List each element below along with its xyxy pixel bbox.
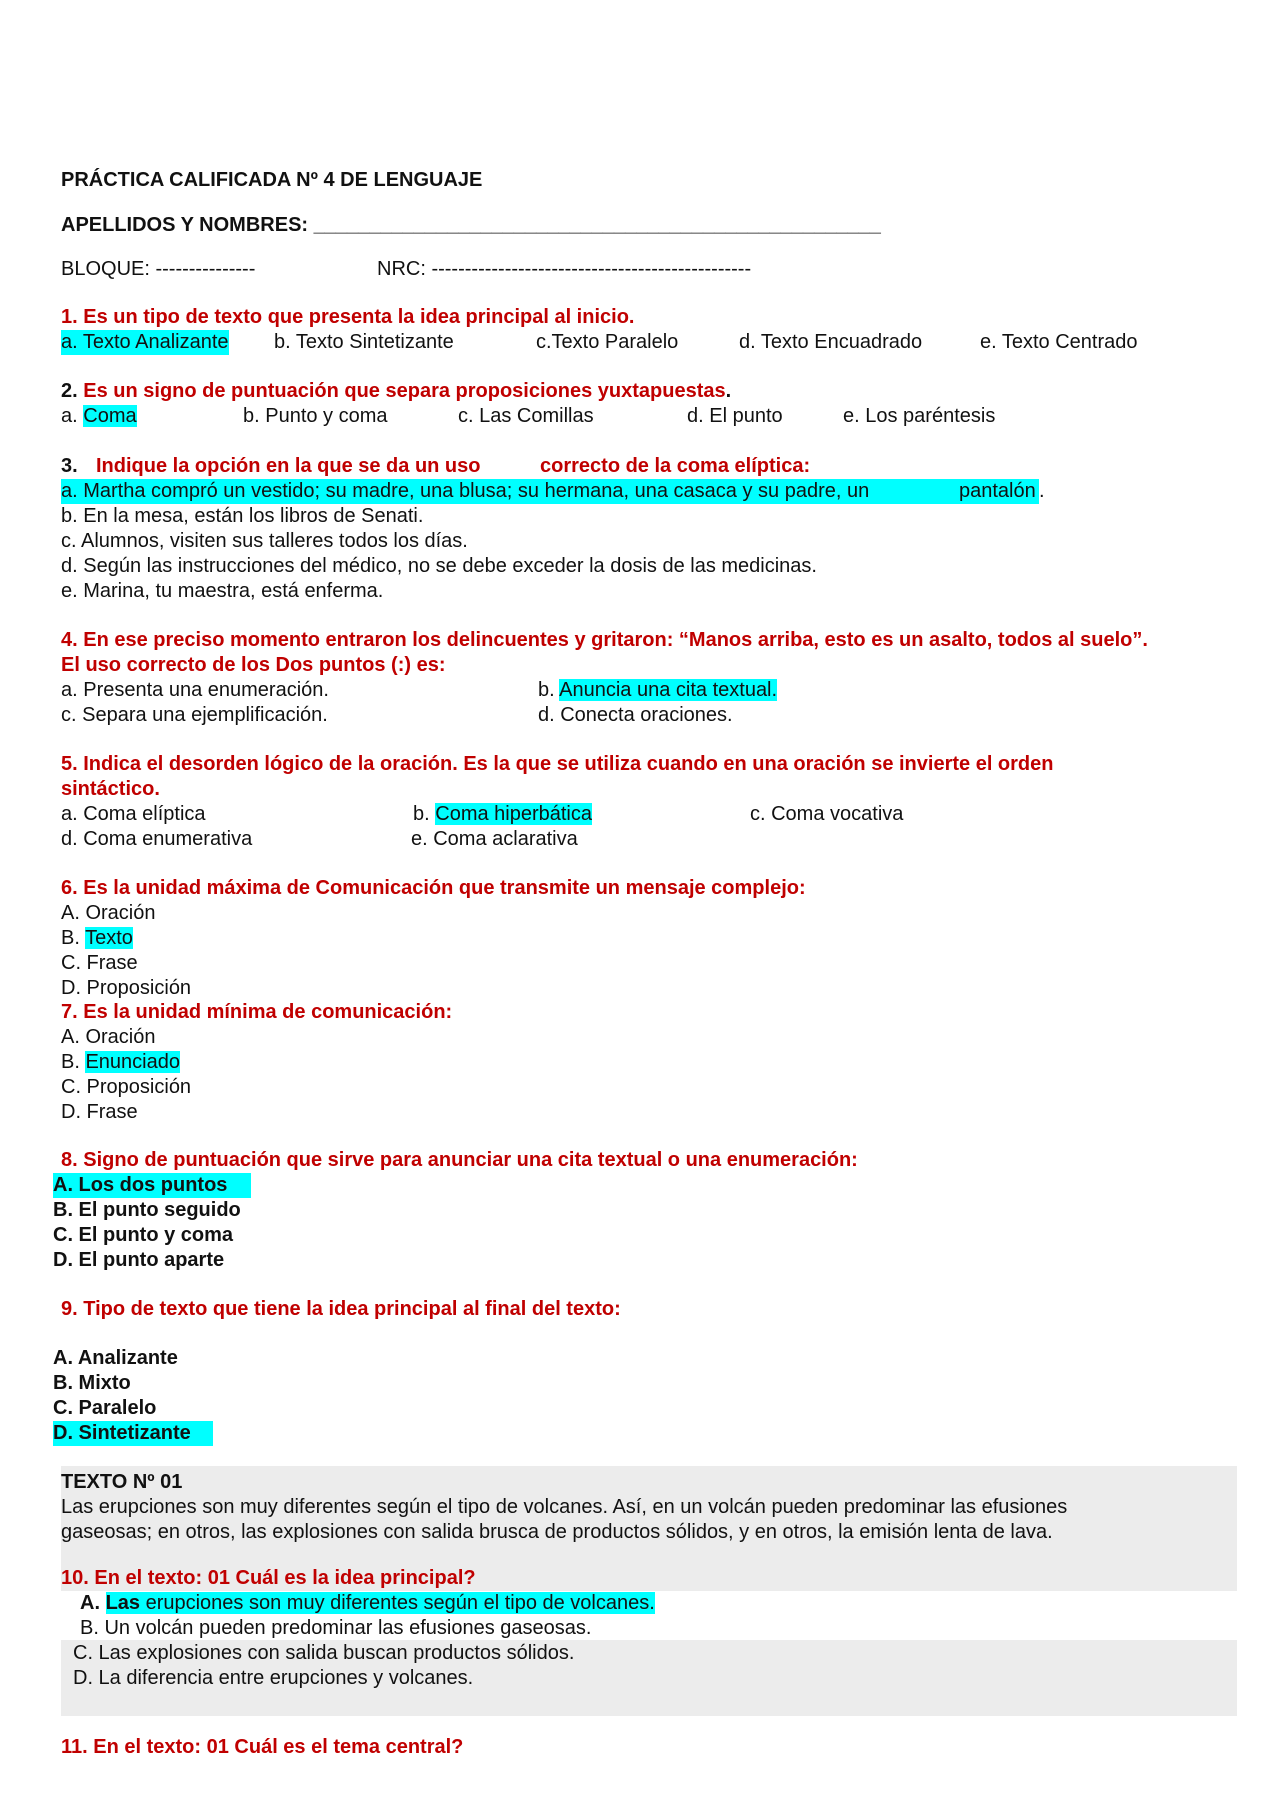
page-title: PRÁCTICA CALIFICADA Nº 4 DE LENGUAJE <box>61 169 483 191</box>
q4-option-d: d. Conecta oraciones. <box>538 704 733 726</box>
q2-option-d: d. El punto <box>687 405 783 427</box>
q3-option-d: d. Según las instrucciones del médico, no se debe exceder la dosis de las medicinas. <box>61 555 817 577</box>
q10-option-a <box>80 1591 655 1616</box>
block-field: BLOQUE: --------------- <box>61 258 256 280</box>
q9-option-c: C. Paralelo <box>53 1397 157 1419</box>
q2-option-c: c. Las Comillas <box>458 405 594 427</box>
q2-text: Es un signo de puntuación que separa proposiciones yuxtapuestas <box>83 380 726 402</box>
text-title: TEXTO Nº 01 <box>61 1471 183 1493</box>
text-line-2: gaseosas; en otros, las explosiones con salida brusca de productos sólidos, y en otros, la emisión lenta de lava. <box>61 1521 1053 1543</box>
q6-option-b-prefix: B. <box>61 927 86 949</box>
q2-option-a-prefix: a. <box>61 405 84 427</box>
q2-option-b: b. Punto y coma <box>243 405 388 427</box>
q3-option-a-part2: pantalón <box>959 480 1036 502</box>
q5-option-b <box>413 802 592 827</box>
q5-option-b-answer: Coma hiperbática <box>435 803 592 825</box>
q1-option-d: d. Texto Encuadrado <box>739 331 923 353</box>
text-line-1: Las erupciones son muy diferentes según el tipo de volcanes. Así, en un volcán pueden predominar las efusiones <box>61 1496 1068 1518</box>
question-10: 10. En el texto: 01 Cuál es la idea principal? <box>61 1567 476 1589</box>
nrc-field: NRC: ------------------------------------------------ <box>377 258 752 280</box>
q10-option-d: D. La diferencia entre erupciones y volcanes. <box>73 1667 474 1689</box>
question-9: 9. Tipo de texto que tiene la idea principal al final del texto: <box>61 1298 621 1320</box>
q7-option-d: D. Frase <box>61 1101 138 1123</box>
q5-question-line2: sintáctico. <box>61 778 160 800</box>
q4-option-b <box>538 678 777 703</box>
q7-option-c: C. Proposición <box>61 1076 192 1098</box>
q8-option-b: B. El punto seguido <box>53 1199 241 1221</box>
q10-option-a-label: A. <box>80 1592 106 1614</box>
q6-option-b <box>61 926 133 951</box>
question-11: 11. En el texto: 01 Cuál es el tema central? <box>61 1736 464 1758</box>
q3-option-a-end: . <box>1039 480 1045 502</box>
q9-option-b: B. Mixto <box>53 1372 131 1394</box>
names-label-text: APELLIDOS Y NOMBRES: <box>61 214 314 236</box>
q4-question-line1: 4. En ese preciso momento entraron los delincuentes y gritaron: “Manos arriba, esto es un asalto, todos al suelo”. <box>61 629 1148 651</box>
q5-option-b-prefix: b. <box>413 803 436 825</box>
names-label <box>61 213 881 238</box>
q3-option-b: b. En la mesa, están los libros de Senati. <box>61 505 424 527</box>
q5-option-d: d. Coma enumerativa <box>61 828 253 850</box>
q3-question-part2: correcto de la coma elíptica: <box>540 455 811 477</box>
q1-option-a: a. Texto Analizante <box>61 331 229 353</box>
q7-option-b-prefix: B. <box>61 1051 86 1073</box>
q3-option-c: c. Alumnos, visiten sus talleres todos los días. <box>61 530 468 552</box>
q9-option-d: D. Sintetizante <box>53 1421 213 1446</box>
q9-option-a: A. Analizante <box>53 1347 178 1369</box>
q2-option-a-answer: Coma <box>83 405 137 427</box>
q10-option-c: C. Las explosiones con salida buscan productos sólidos. <box>73 1642 575 1664</box>
q3-option-e: e. Marina, tu maestra, está enferma. <box>61 580 384 602</box>
question-6: 6. Es la unidad máxima de Comunicación que transmite un mensaje complejo: <box>61 877 806 899</box>
q4-option-b-answer: Anuncia una cita textual. <box>559 679 778 701</box>
q5-question-line1: 5. Indica el desorden lógico de la oración. Es la que se utiliza cuando en una oración se invierte el orden <box>61 753 1054 775</box>
q4-question-line2: El uso correcto de los Dos puntos (:) es: <box>61 654 446 676</box>
q3-number: 3. <box>61 455 78 477</box>
q1-option-b: b. Texto Sintetizante <box>274 331 454 353</box>
q2-option-e: e. Los paréntesis <box>843 405 996 427</box>
q10-option-a-bold: Las <box>105 1592 141 1614</box>
q10-option-a-answer <box>106 1592 655 1614</box>
q8-option-a: A. Los dos puntos <box>53 1173 251 1198</box>
q2-number: 2. <box>61 380 84 402</box>
q5-option-c: c. Coma vocativa <box>750 803 904 825</box>
q6-option-d: D. Proposición <box>61 977 192 999</box>
question-8: 8. Signo de puntuación que sirve para anunciar una cita textual o una enumeración: <box>61 1149 858 1171</box>
q2-option-a <box>61 404 137 429</box>
q7-option-b-answer: Enunciado <box>85 1051 180 1073</box>
question-2 <box>61 379 731 404</box>
q10-option-b: B. Un volcán pueden predominar las efusiones gaseosas. <box>80 1617 592 1639</box>
q4-option-a: a. Presenta una enumeración. <box>61 679 329 701</box>
q7-option-a: A. Oración <box>61 1026 156 1048</box>
question-7: 7. Es la unidad mínima de comunicación: <box>61 1001 453 1023</box>
q3-question-part1: Indique la opción en la que se da un uso <box>96 455 481 477</box>
q4-option-b-prefix: b. <box>538 679 560 701</box>
q7-option-b <box>61 1050 180 1075</box>
names-line: ___________________________________________________ <box>313 214 881 236</box>
q2-period: . <box>725 380 732 402</box>
q6-option-b-answer: Texto <box>85 927 133 949</box>
q6-option-c: C. Frase <box>61 952 138 974</box>
question-1: 1. Es un tipo de texto que presenta la idea principal al inicio. <box>61 306 635 328</box>
q4-option-c: c. Separa una ejemplificación. <box>61 704 328 726</box>
q3-option-a-part1: a. Martha compró un vestido; su madre, una blusa; su hermana, una casaca y su padre, un <box>61 480 870 502</box>
q8-option-d: D. El punto aparte <box>53 1249 225 1271</box>
q1-option-e: e. Texto Centrado <box>980 331 1138 353</box>
q8-option-c: C. El punto y coma <box>53 1224 234 1246</box>
q6-option-a: A. Oración <box>61 902 156 924</box>
q5-option-e: e. Coma aclarativa <box>411 828 578 850</box>
q10-option-a-rest: erupciones son muy diferentes según el tipo de volcanes. <box>140 1592 655 1614</box>
q1-option-c: c.Texto Paralelo <box>536 331 679 353</box>
q5-option-a: a. Coma elíptica <box>61 803 206 825</box>
